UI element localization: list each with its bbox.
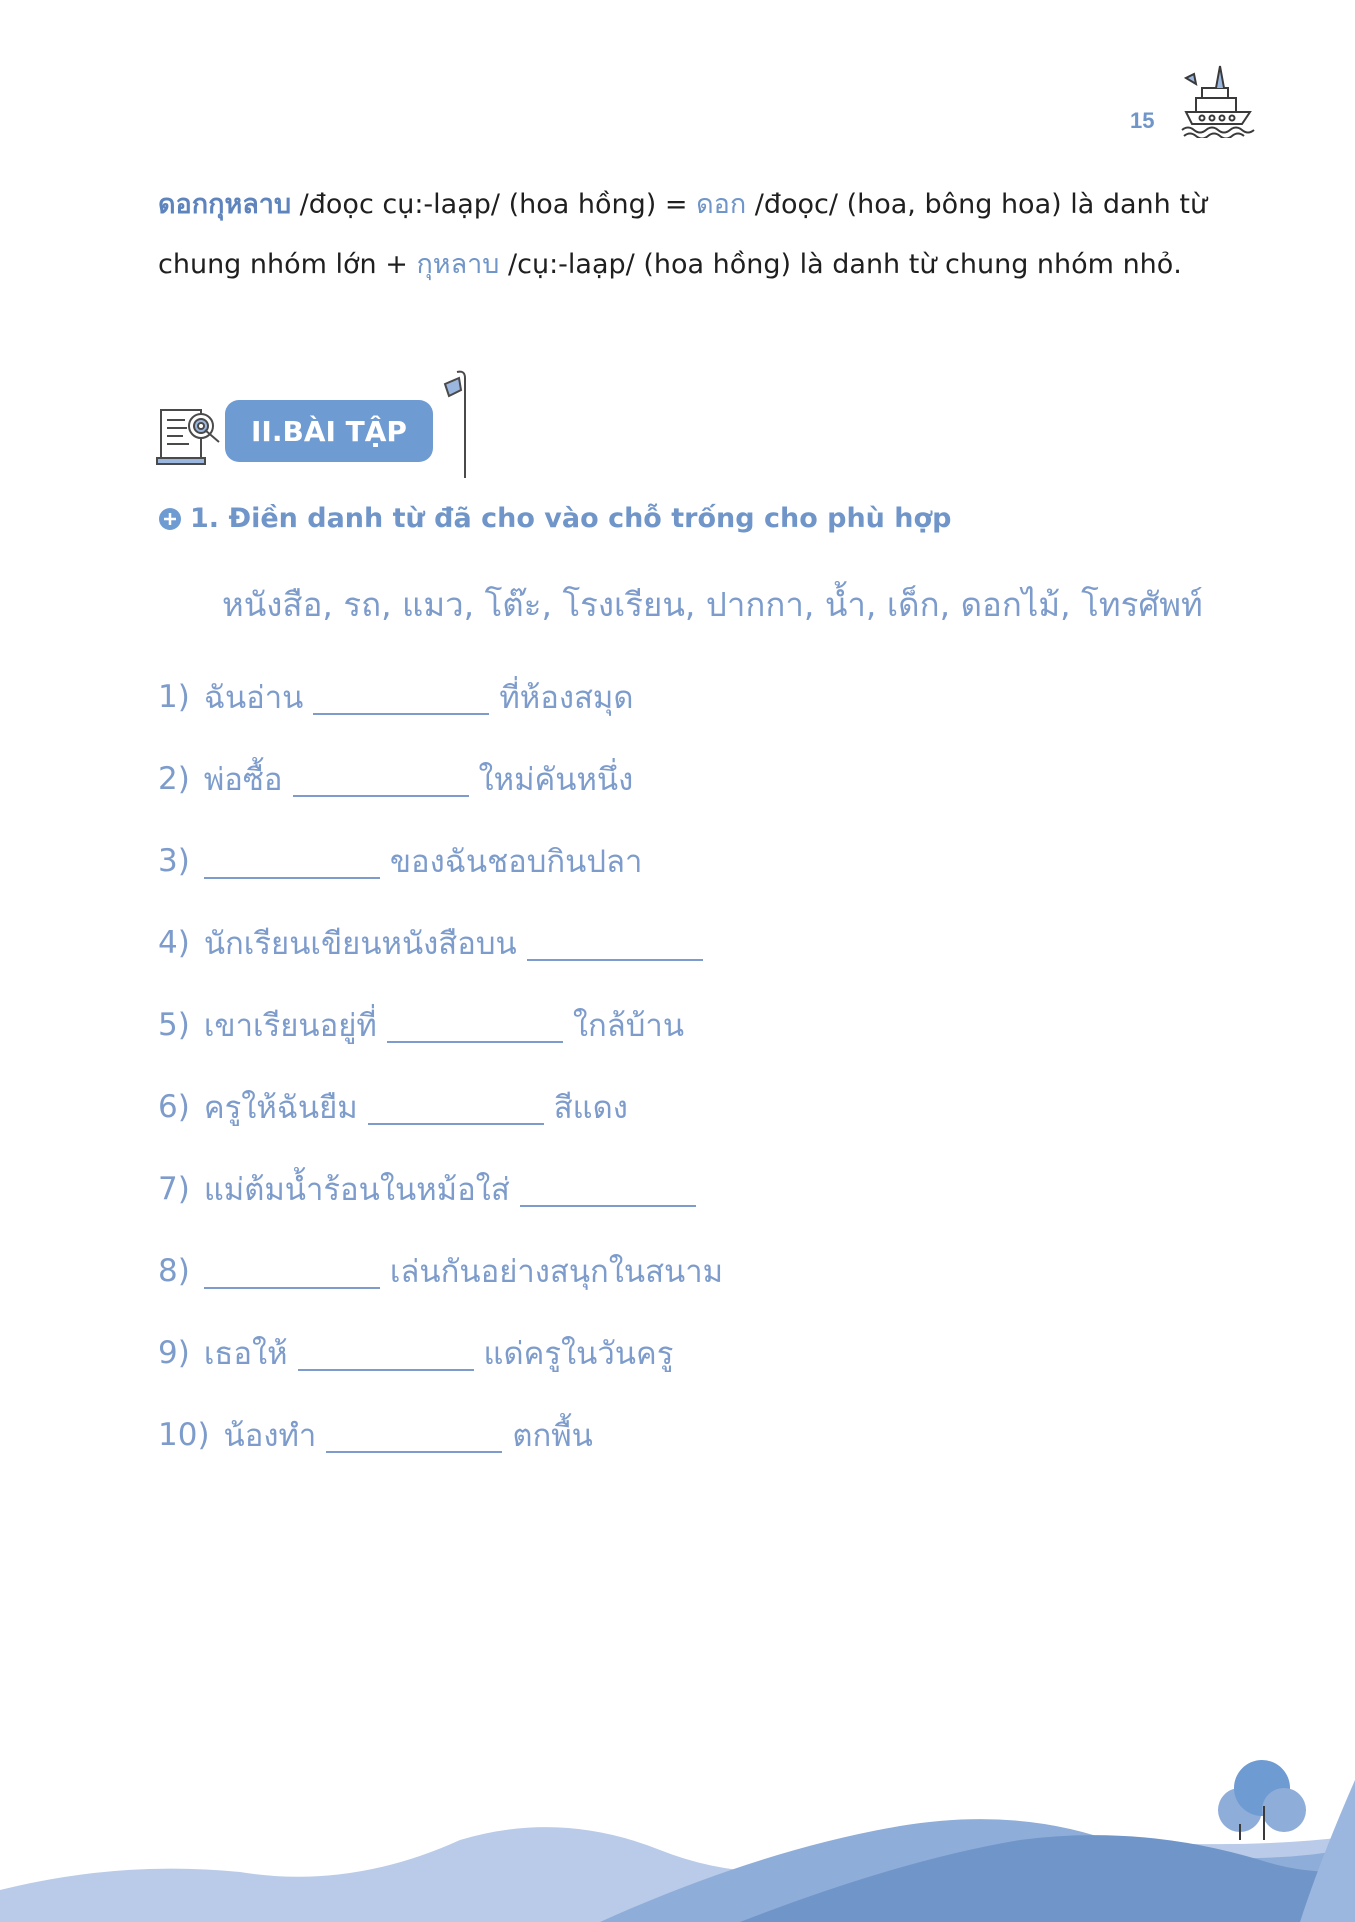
exercise-item [158, 984, 1058, 1066]
item-text-after: ใกล้บ้าน [572, 1008, 685, 1044]
answer-blank[interactable] [368, 1089, 544, 1125]
answer-blank[interactable] [387, 1007, 563, 1043]
item-text-before: เขาเรียนอยู่ที่ [203, 1008, 377, 1044]
item-text-before: นักเรียนเขียนหนังสือบน [203, 926, 517, 962]
item-number: 10) [158, 1417, 210, 1453]
answer-blank[interactable] [204, 1253, 380, 1289]
item-number: 7) [158, 1171, 190, 1207]
answer-blank[interactable] [313, 679, 489, 715]
answer-blank[interactable] [298, 1335, 474, 1371]
exercise-item [158, 1394, 1058, 1476]
exercise-heading [158, 503, 951, 534]
exercise-item [158, 656, 1058, 738]
answer-blank[interactable] [293, 761, 469, 797]
intro-text-1: /đoọc cụ:-laạp/ (hoa hồng) = [291, 189, 697, 220]
item-number: 3) [158, 843, 190, 879]
item-number: 8) [158, 1253, 190, 1289]
page-number: 15 [1130, 108, 1155, 133]
exercise-item [158, 820, 1058, 902]
exercise-item [158, 738, 1058, 820]
item-text-before: พ่อซื้อ [203, 762, 283, 798]
intro-word-1: ดอก [696, 189, 747, 220]
item-number: 9) [158, 1335, 190, 1371]
answer-blank[interactable] [527, 925, 703, 961]
item-number: 4) [158, 925, 190, 961]
exercise-item [158, 1230, 1058, 1312]
item-text-after: ของฉันชอบกินปลา [389, 844, 643, 880]
intro-term: ดอกกุหลาบ [158, 189, 292, 220]
item-text-after: เล่นกันอย่างสนุกในสนาม [389, 1254, 724, 1290]
item-text-after: สีแดง [553, 1090, 628, 1126]
exercise-item [158, 1148, 1058, 1230]
item-text-before: ฉันอ่าน [203, 680, 304, 716]
intro-word-2: กุหลาบ [416, 249, 500, 280]
exercise-items [158, 656, 1058, 1476]
intro-text-2: /đoọc/ (hoa, bông hoa) là danh từ chung nhóm lớn + [158, 189, 1208, 280]
item-text-after: ตกพื้น [512, 1418, 593, 1454]
item-number: 2) [158, 761, 190, 797]
exercise-item [158, 1312, 1058, 1394]
section-header [155, 366, 475, 478]
exercise-item [158, 1066, 1058, 1148]
item-number: 1) [158, 679, 190, 715]
intro-text-3: /cụ:-laạp/ (hoa hồng) là danh từ chung nhóm nhỏ. [499, 249, 1182, 280]
landscape-illustration [0, 1740, 1355, 1922]
answer-blank[interactable] [520, 1171, 696, 1207]
answer-blank[interactable] [326, 1417, 502, 1453]
word-bank: หนังสือ, รถ, แมว, โต๊ะ, โรงเรียน, ปากกา, น้ำ, เด็ก, ดอกไม้, โทรศัพท์ [222, 585, 1203, 624]
answer-blank[interactable] [204, 843, 380, 879]
item-text-before: ครูให้ฉันยืม [203, 1090, 358, 1126]
lamp-icon [427, 366, 477, 478]
item-text-before: เธอให้ [203, 1336, 288, 1372]
ship-icon [1178, 58, 1258, 138]
exercise-heading-text: 1. Điền danh từ đã cho vào chỗ trống cho phù hợp [190, 503, 952, 534]
plus-circle-icon [158, 507, 182, 531]
item-text-after: แด่ครูในวันครู [483, 1336, 674, 1372]
document-target-icon [155, 406, 225, 466]
item-number: 6) [158, 1089, 190, 1125]
item-text-after: ที่ห้องสมุด [499, 680, 634, 716]
item-text-before: น้องทำ [223, 1418, 317, 1454]
intro-paragraph [158, 175, 1208, 295]
item-text-before: แม่ต้มน้ำร้อนในหม้อใส่ [203, 1172, 510, 1208]
item-number: 5) [158, 1007, 190, 1043]
section-title: II.BÀI TẬP [225, 400, 433, 462]
exercise-item [158, 902, 1058, 984]
trees-icon [1218, 1760, 1306, 1840]
item-text-after: ใหม่คันหนึ่ง [478, 762, 634, 798]
